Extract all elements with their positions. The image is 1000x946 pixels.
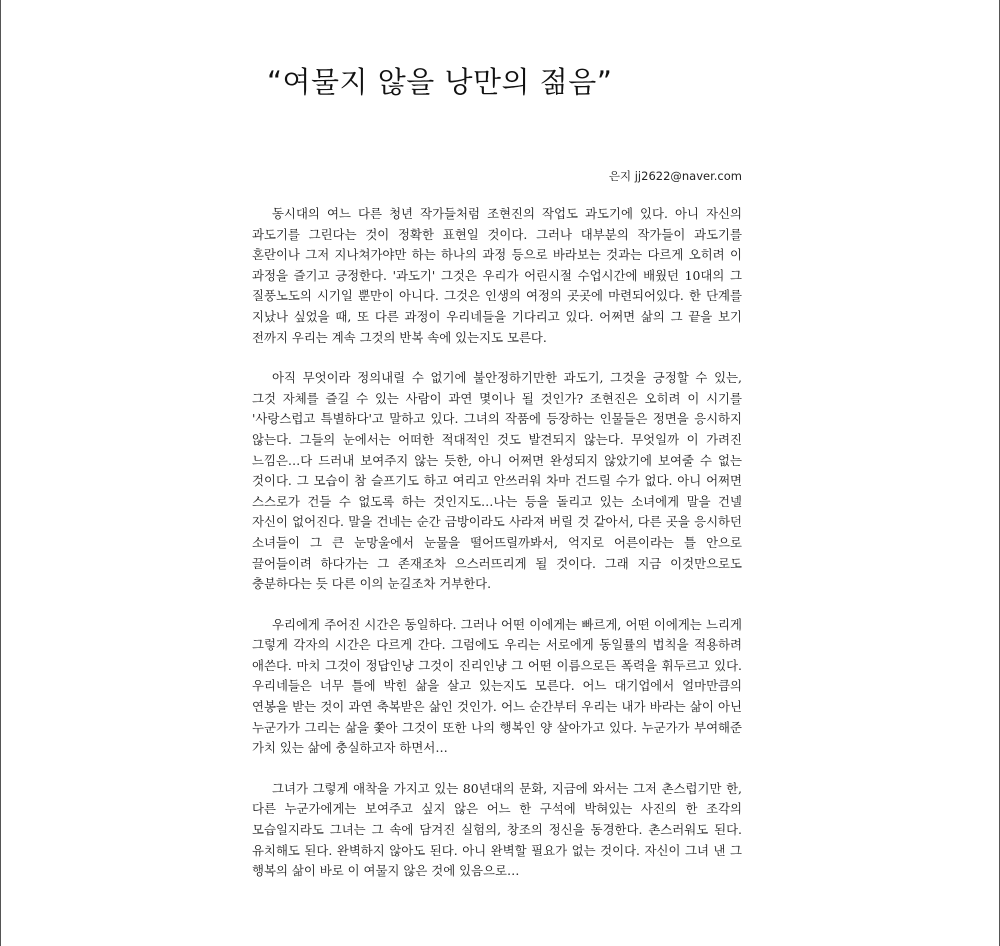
author-byline: 은지 jj2622@naver.com bbox=[608, 169, 742, 183]
paragraph-4: 그녀가 그렇게 애착을 가지고 있는 80년대의 문화, 지금에 와서는 그저 촌스럽기만 한, 다른 누군가에게는 보여주고 싶지 않은 어느 한 구석에 박혀있는 사진의 한 조각의 모습일지라도 그녀는 그 속에 담겨진 실험의, 창조의 정신을 동경한다. 촌스러워도 된다. 유치해도 된다. 완벽하지 않아도 된다. 아니 완벽할 필요가 없는 것이다. 자신이 그녀 낸 그 행복의 삶이 바로 이 여물지 않은 것에 있음으로… bbox=[252, 780, 742, 879]
paragraph-1: 동시대의 여느 다른 청년 작가들처럼 조현진의 작업도 과도기에 있다. 아니 자신의 과도기를 그린다는 것이 정확한 표현일 것이다. 그러나 대부분의 작가들이 과도기를 혼란이나 그저 지나쳐가야만 하는 하나의 과정 등으로 바라보는 것과는 다르게 오히려 이 과정을 즐기고 긍정한다. '과도기' 그것은 우리가 어린시절 수업시간에 배웠던 10대의 그 질풍노도의 시기일 뿐만이 아니다. 그것은 인생의 여정의 곳곳에 마련되어있다. 한 단계를 지났나 싶었을 때, 또 다른 과정이 우리네들을 기다리고 있다. 어쩌면 삶의 그 끝을 보기 전까지 우리는 계속 그것의 반복 속에 있는지도 모른다. bbox=[252, 206, 742, 345]
article-title: “여물지 않을 낭만의 젊음” bbox=[267, 65, 613, 99]
paragraph-3: 우리에게 주어진 시간은 동일하다. 그러나 어떤 이에게는 빠르게, 어떤 이에게는 느리게 그렇게 각자의 시간은 다르게 간다. 그럼에도 우리는 서로에게 동일률의 법칙을 적용하려 애쓴다. 마치 그것이 정답인냥 그것이 진리인냥 그 어떤 이름으로든 폭력을 휘두르고 있다. 우리네들은 너무 틀에 박힌 삶을 살고 있는지도 모른다. 어느 대기업에서 얼마만큼의 연봉을 받는 것이 과연 축복받은 삶인 것인가. 어느 순간부터 우리는 내가 바라는 삶이 아닌 누군가가 그리는 삶을 쫓아 그것이 또한 나의 행복인 양 살아가고 있다. 누군가가 부여해준 가치 있는 삶에 충실하고자 하면서… bbox=[252, 616, 742, 756]
paragraph-2: 아직 무엇이라 정의내릴 수 없기에 불안정하기만한 과도기, 그것을 긍정할 수 있는, 그것 자체를 즐길 수 있는 사람이 과연 몇이나 될 것인가? 조현진은 오히려 이 시기를 '사랑스럽고 특별하다'고 말하고 있다. 그녀의 작품에 등장하는 인물들은 정면을 응시하지 않는다. 그들의 눈에서는 어떠한 적대적인 것도 발견되지 않는다. 무엇일까 이 가려진 느낌은…다 드러내 보여주지 않는 듯한, 아니 어쩌면 완성되지 않았기에 보여줄 수 없는 것이다. 그 모습이 참 슬프기도 하고 여리고 안쓰러워 차마 건드릴 수가 없다. 아니 어쩌면 스스로가 건들 수 없도록 하는 것인지도…나는 등을 돌리고 있는 소녀에게 말을 건넬 자신이 없어진다. 말을 건네는 순간 금방이라도 사라져 버릴 것 같아서, 다른 곳을 응시하던 소녀들이 그 큰 눈망울에서 눈물을 떨어뜨릴까봐서, 억지로 어른이라는 틀 안으로 끌어들이려 하다가는 그 존재조차 으스러뜨리게 될 것이다. 그래 지금 이것만으로도 충분하다는 듯 다른 이의 눈길조차 거부한다. bbox=[252, 370, 742, 592]
article bbox=[252, 62, 742, 902]
